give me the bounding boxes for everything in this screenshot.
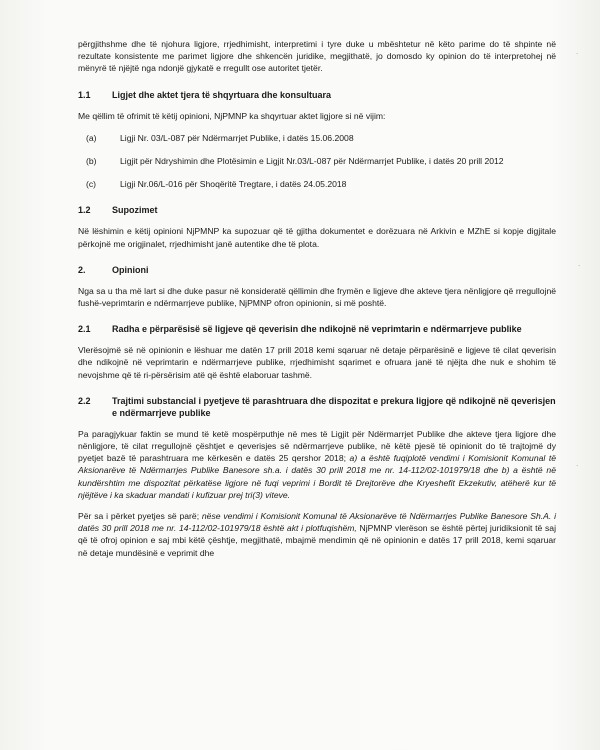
item-text: Ligji Nr.06/L-016 për Shoqëritë Tregtare, i datës 24.05.2018 [120, 179, 347, 190]
scan-mark: · [576, 50, 579, 58]
section-title: Ligjet dhe aktet tjera të shqyrtuara dhe konsultuara [112, 89, 332, 100]
section-title: Opinioni [112, 264, 149, 275]
section-2-heading [78, 264, 556, 276]
law-list-item [78, 132, 556, 144]
paragraph-text: Pa paragjykuar faktin se mund të ketë mospërputhje në mes të Ligjit për Ndërmarrjet Publike dhe akteve tjera ligjore dhe nënligjore, të cilat rregullojnë çështjet e qeverisjes së ndërmarrjeve publike, në këtë pjesë të opinionit do të trajtojmë dy pyetjet bazë të parashtruara me kërkesën e datës 25 qershor 2018; [78, 428, 556, 464]
section-2-2-paragraph-2 [78, 510, 556, 559]
section-number: 1.1 [78, 89, 91, 100]
paragraph-text: Për sa i përket pyetjes së parë; [78, 511, 202, 522]
paragraph-italic-text: nëse vendimi i Komisionit Komunal të Aksionarëve të Ndërmarrjes Publike Banesore Sh.A. i datës 30 prill 2018 me nr. 14-112/02-101979/18 është akt i plotfuqishëm, [78, 511, 556, 534]
section-title: Supozimet [112, 205, 158, 216]
section-number: 2.1 [78, 324, 91, 335]
law-list-item [78, 155, 556, 167]
intro-paragraph: përgjithshme dhe të njohura ligjore, rrjedhimisht, interpretimi i tyre duke u mbështetur në këto parime do të shpinte në rezultate konsistente me parimet ligjore dhe shkencën juridike, megjithatë, jo domosdo ky opinion do të interpretohej në mënyrë të njëjtë nga ndonjë gjykatë e rregullt ose autoritet tjetër. [78, 39, 556, 74]
section-1-1-heading [78, 89, 556, 101]
section-2-2-heading [78, 395, 556, 419]
section-1-2-paragraph: Në lëshimin e këtij opinioni NjPMNP ka supozuar që të gjitha dokumentet e dorëzuara në Arkivin e MZhE si kopje digjitale përkojnë me origjinalet, rrjedhimisht janë autentike dhe të plota. [78, 226, 556, 249]
law-list-item [78, 178, 556, 190]
section-2-paragraph: Nga sa u tha më lart si dhe duke pasur në konsideratë qëllimin dhe frymën e ligjeve dhe akteve tjera nënligjore që rregullojnë fushë-veprimtarin e ndërmarrjeve publike, NjPMNP ofron opinionin, si më poshtë. [78, 285, 556, 309]
scan-mark: · [576, 462, 579, 470]
item-label: (a) [86, 132, 97, 143]
section-number: 2. [78, 264, 86, 275]
paragraph-text: NjPMNP vlerëson se është përtej juridiksionit të saj që të ofroj opinion e saj mbi këtë çështje, megjithatë, mbajmë mendimin që në opinionin e datës 17 prill 2018, kemi sqaruar në detaje mundësinë e veprimit dhe [78, 523, 556, 558]
section-1-1-lead: Me qëllim të ofrimit të këtij opinioni, NjPMNP ka shqyrtuar aktet ligjore si në vijim: [78, 110, 386, 121]
document-body [78, 38, 556, 568]
section-2-1-paragraph: Vlerësojmë së në opinionin e lëshuar me datën 17 prill 2018 kemi sqaruar në detaje përparësinë e ligjeve të cilat qeverisin dhe ndikojnë në veprimtarin e ndërmarrjeve publike, rrjedhimisht sqarimet e ofruara janë të njëjta dhe nuk e shohim të nevojshme që të ri-përsërisim atë që është elaboruar tashmë. [78, 345, 556, 380]
item-text: Ligji Nr. 03/L-087 për Ndërmarrjet Publike, i datës 15.06.2008 [120, 132, 354, 143]
item-label: (b) [86, 156, 97, 167]
paragraph-italic-text: a) a është fuqiplotë vendimi i Komisionit Komunal të Aksionarëve të Ndërmarrjes Publike Banesore sh.a. i datës 30 prill 2018 me nr. 14-112/02-101979/18 dhe b) a është në kundërshtim me dispozitat përkatëse ligjore në fuqi veprimi i Bordit të Drejtorëve dhe Kryeshefit Ekzekutiv, atëherë kur të njëjtëve i ka skaduar mandati i kufizuar prej tri(3) viteve. [78, 453, 557, 500]
section-number: 1.2 [78, 205, 91, 216]
section-title: Radha e përparësisë së ligjeve që qeverisin dhe ndikojnë në veprimtarin e ndërmarrjeve publike [112, 324, 522, 335]
section-title: Trajtimi substancial i pyetjeve të parashtruara dhe dispozitat e prekura ligjore që ndikojnë në qeverisjen e ndërmarrjeve publike [112, 395, 556, 418]
section-number: 2.2 [78, 395, 91, 406]
scan-mark: · [578, 262, 581, 270]
section-1-2-heading [78, 204, 556, 216]
item-text: Ligjit për Ndryshimin dhe Plotësimin e Ligjit Nr.03/L-087 për Ndërmarrjet Publike, i datës 20 prill 2012 [120, 156, 504, 167]
section-2-2-paragraph-1 [78, 428, 556, 501]
item-label: (c) [86, 179, 97, 190]
section-2-1-heading [78, 323, 556, 335]
